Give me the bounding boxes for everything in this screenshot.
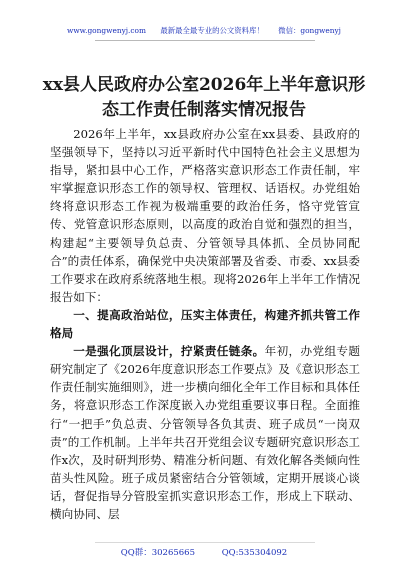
footer-qq: QQ:535304092 [221, 548, 288, 558]
page-footer [0, 547, 408, 559]
point-lead: 一是强化顶层设计，拧紧责任链条。 [73, 344, 265, 359]
body-paragraph [50, 342, 360, 523]
header-divider [95, 40, 315, 41]
intro-paragraph: 2026年上半年，xx县政府办公室在xx县委、县政府的坚强领导下，坚持以习近平新时代中国特色社会主义思想为指导，紧扣县中心工作，严格落实意识形态工作责任制，牢牢掌握意识形态工作的领导权、管理权、话语权。办党组始终将意识形态工作视为极端重要的政治任务，恪守党管宣传、党管意识形态原则，以高度的政治自觉和强烈的担当，构建起“主要领导负总责、分管领导具体抓、全员协同配合”的责任体系，确保党中央决策部署及省委、市委、xx县委工作要求在政府系统落地生根。现将2026年上半年工作情况报告如下： [50, 127, 360, 304]
footer-qq-group: QQ群：30265665 [120, 548, 195, 558]
header-banner [0, 26, 408, 36]
header-slogan: 最新最全最专业的公文资料库！ [160, 26, 264, 35]
header-wechat: 微信：gongwenyj [278, 26, 341, 35]
footer-divider [95, 542, 315, 543]
section-heading: 一、提高政治站位，压实主体责任，构建齐抓共管工作格局 [50, 307, 360, 341]
page-header [0, 0, 408, 44]
header-site-link[interactable]: www.gongwenyj.com [67, 26, 146, 35]
point-body: 年初，办党组专题研究制定了《2026年度意识形态工作要点》及《意识形态工作责任制实施细则》，进一步横向细化全年工作目标和具体任务，将意识形态工作深度嵌入办党组重要议事日程。全面推行“一把手”负总责、分管领导各负其责、班子成员“一岗双责”的工作机制。上半年共召开党组会议专题研究意识形态工作x次，及时研判形势、精准分析问题、有效化解各类倾向性苗头性风险。班子成员紧密结合分管领域，定期开展谈心谈话，督促指导分管股室抓实意识形态工作，形成上下联动、横向协同、层 [50, 344, 360, 521]
document-body [50, 125, 360, 523]
document-title: xx县人民政府办公室2026年上半年意识形态工作责任制落实情况报告 [42, 75, 366, 120]
